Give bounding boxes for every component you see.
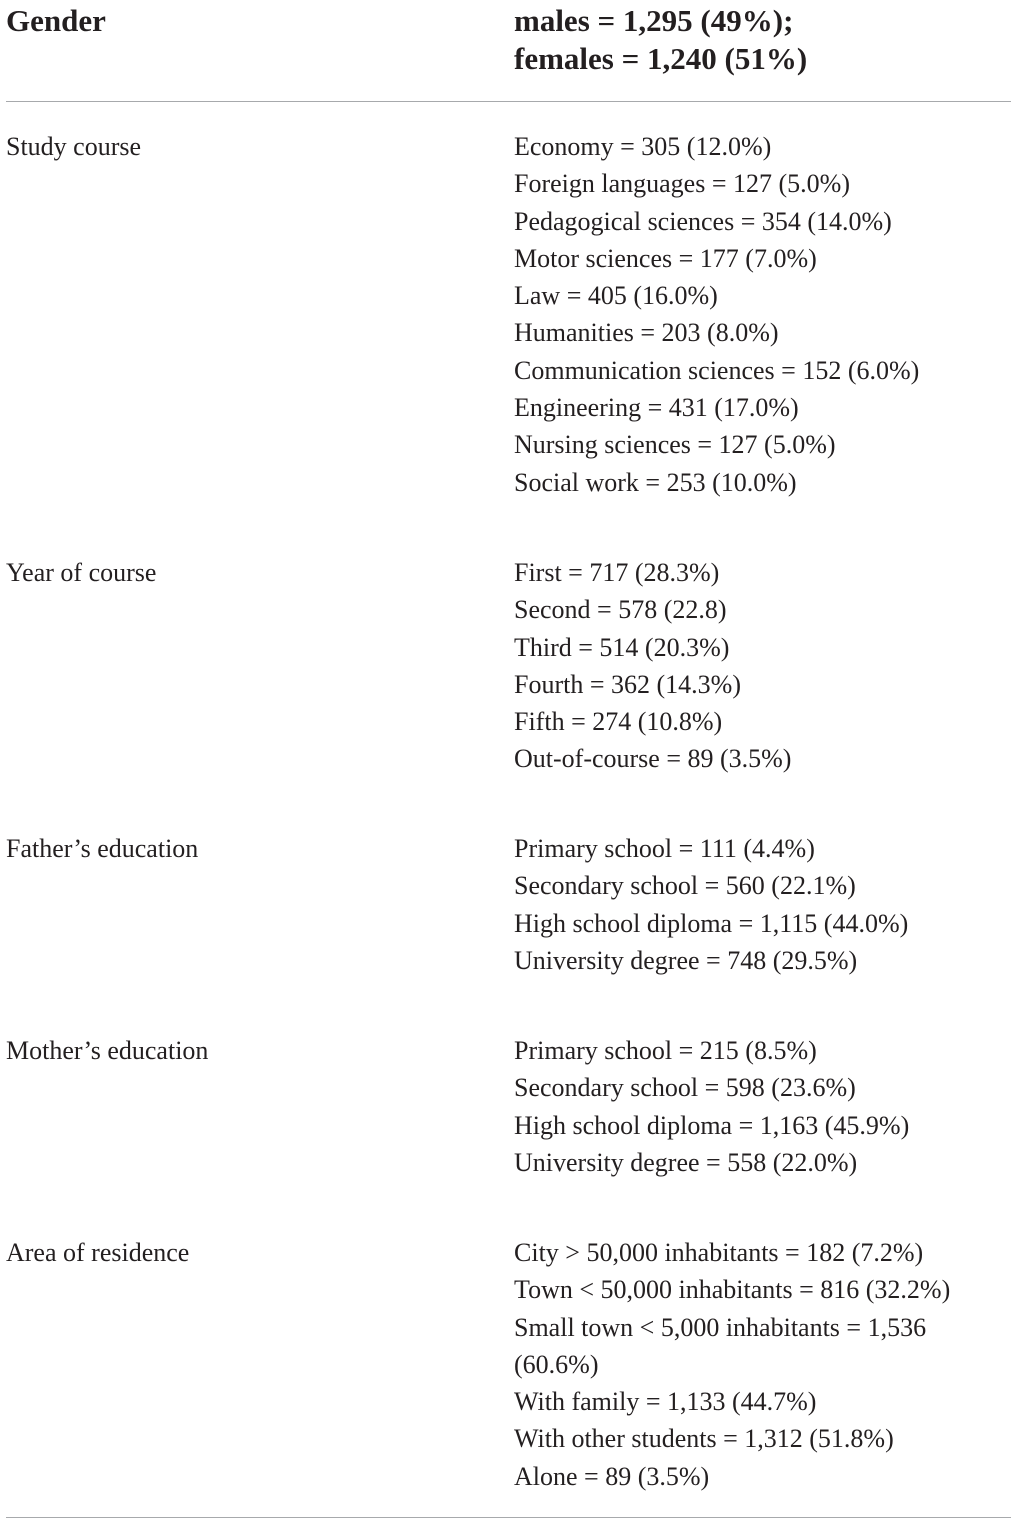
row-value: Nursing sciences = 127 (5.0%) [514,430,836,460]
row-value: Secondary school = 598 (23.6%) [514,1073,856,1103]
row-label: Father’s education [6,834,199,863]
row-value: With other students = 1,312 (51.8%) [514,1424,894,1454]
row-values [514,830,1012,979]
row-value: Town < 50,000 inhabitants = 816 (32.2%) [514,1275,951,1305]
row-value: Small town < 5,000 inhabitants = 1,536 (60.6%) [514,1312,927,1379]
row-value: Engineering = 431 (17.0%) [514,393,799,423]
header-value-males: males = 1,295 (49%); [514,3,794,38]
row-value: Communication sciences = 152 (6.0%) [514,355,920,385]
row-value: Primary school = 215 (8.5%) [514,1036,817,1065]
row-value: Humanities = 203 (8.0%) [514,318,779,348]
row-value: City > 50,000 inhabitants = 182 (7.2%) [514,1238,924,1267]
row-label: Study course [6,132,142,161]
header-label: Gender [6,3,106,38]
row-value: Secondary school = 560 (22.1%) [514,871,856,901]
row-label: Year of course [6,558,157,587]
row-value: Second = 578 (22.8) [514,595,727,625]
row-value: Fourth = 362 (14.3%) [514,669,741,699]
row-value: Fifth = 274 (10.8%) [514,707,723,737]
row-value: With family = 1,133 (44.7%) [514,1387,817,1417]
row-value: Alone = 89 (3.5%) [514,1461,710,1491]
row-value: Pedagogical sciences = 354 (14.0%) [514,206,892,236]
row-value: High school diploma = 1,163 (45.9%) [514,1110,910,1140]
row-value: University degree = 748 (29.5%) [514,945,858,975]
row-value: University degree = 558 (22.0%) [514,1147,858,1177]
row-value: Social work = 253 (10.0%) [514,467,797,497]
row-value: Motor sciences = 177 (7.0%) [514,243,817,273]
row-values [514,554,1012,778]
row-value: Out-of-course = 89 (3.5%) [514,744,792,774]
table-header [0,0,1017,100]
row-label: Area of residence [6,1238,190,1267]
header-value [514,2,807,78]
row-value: High school diploma = 1,115 (44.0%) [514,908,909,938]
row-values [514,1234,1012,1495]
header-rule [6,101,1011,102]
row-value: Primary school = 111 (4.4%) [514,834,815,863]
header-value-females: females = 1,240 (51%) [514,41,808,76]
row-value: Third = 514 (20.3%) [514,632,730,662]
row-values [514,1032,1012,1181]
row-label: Mother’s education [6,1036,209,1065]
row-value: Foreign languages = 127 (5.0%) [514,169,850,199]
row-values [514,128,1012,501]
row-value: Law = 405 (16.0%) [514,281,718,311]
row-value: Economy = 305 (12.0%) [514,132,772,161]
footer-rule [6,1517,1011,1518]
row-value: First = 717 (28.3%) [514,558,720,587]
